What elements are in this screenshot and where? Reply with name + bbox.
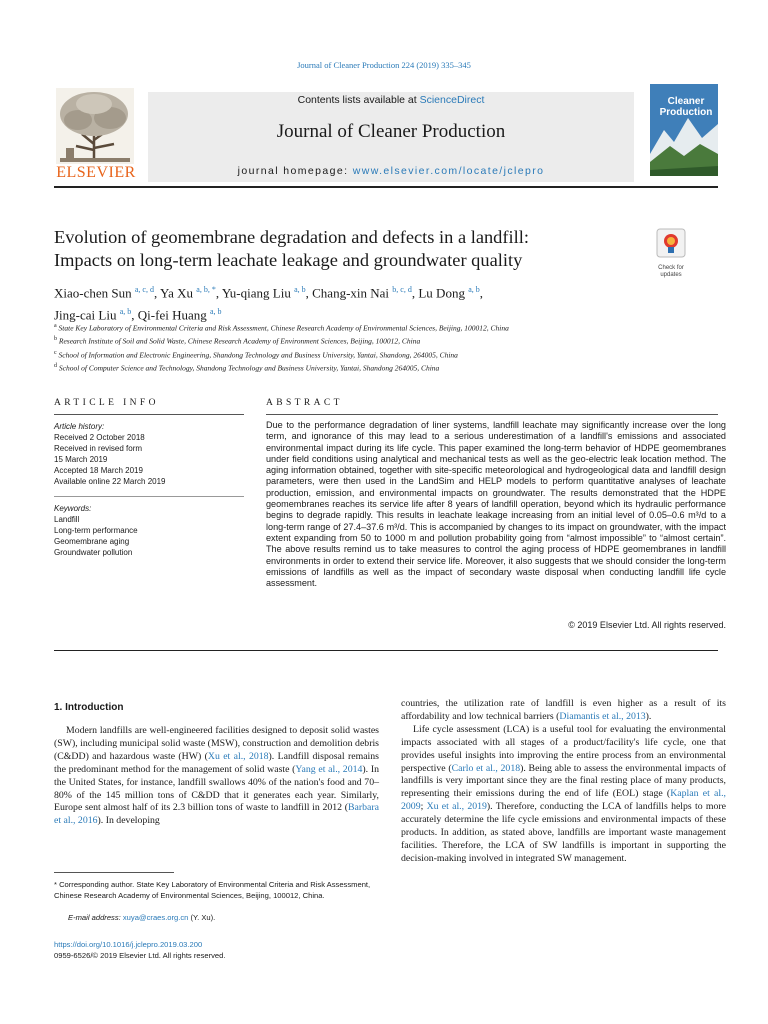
affiliation-list — [54, 321, 674, 374]
affiliation-text: School of Information and Electronic Engineering, Shandong Technology and Business University, Yantai, Shandong, 264005, China — [58, 350, 458, 360]
body-column-left — [54, 702, 379, 828]
affiliation-key: c — [54, 349, 57, 356]
affiliation-text: Research Institute of Soil and Solid Waste, Chinese Research Academy of Environment Sciences, Beijing, 100012, China — [58, 336, 421, 346]
author-name[interactable]: Jing-cai Liu — [54, 307, 117, 323]
author-affiliation-marker[interactable]: a, b — [294, 285, 306, 294]
cover-title-2: Production — [659, 107, 713, 118]
journal-title: Journal of Cleaner Production — [276, 121, 506, 142]
keyword-list — [54, 514, 244, 558]
corresponding-author-note: * Corresponding author. State Key Laboratory of Environmental Criteria and Risk Assessment, Chinese Research Academy of Environmental Sciences, Beijing, 100012, China. — [54, 880, 371, 900]
crossmark-label: Check for updates — [658, 265, 684, 278]
author-name[interactable]: Qi-fei Huang — [137, 307, 207, 323]
cover-title-1: Cleaner — [667, 96, 705, 107]
intro-paragraph-1: Modern landfills are well-engineered facilities designed to deposit solid wastes (SW), including municipal solid waste (MSW), construction and demolition debris (C&DD) and hazardous waste (HW) (Xu et al., 2018). Landfill disposal remains the predominant method for the management of solid waste (Yang et al., 2014). In the United States, for instance, landfill swallows 40% of the nation's food and 70–80% of the 145 million tons of C&DD that it generates each year. Similarly, Europe sent almost half of its 2.3 billion tons of waste to landfill in 2012 (Barbara et al., 2016). In developing — [54, 725, 379, 827]
affiliation-item — [54, 361, 674, 374]
keyword-item: Long-term performance — [54, 526, 138, 535]
history-label: Article history: — [54, 422, 105, 431]
affiliation-item — [54, 321, 674, 334]
citation-link[interactable]: Yang et al., 2014 — [295, 763, 363, 775]
citation-link[interactable]: Xu et al., 2019 — [426, 801, 487, 813]
journal-homepage — [148, 165, 634, 177]
paper-title-line-2: Impacts on long-term leachate leakage and groundwater quality — [54, 250, 523, 270]
intro-paragraph-1-continued: countries, the utilization rate of landfill is even higher as a result of its affordability and low technical barriers (Diamantis et al., 2013). — [401, 698, 726, 722]
paper-title — [54, 226, 634, 272]
author-affiliation-marker[interactable]: b, c, d — [392, 285, 412, 294]
email-line — [68, 913, 215, 922]
affiliation-key: b — [54, 336, 57, 343]
history-list — [54, 432, 244, 487]
publisher-name: ELSEVIER — [56, 164, 136, 181]
doi-link[interactable]: https://doi.org/10.1016/j.jclepro.2019.03.200 — [54, 940, 203, 949]
doi-block — [54, 940, 226, 961]
email-label: E-mail address: — [68, 913, 123, 922]
abstract-bottom-rule — [54, 650, 718, 651]
intro-paragraph-2: Life cycle assessment (LCA) is a useful tool for evaluating the environmental impacts associated with all stages of a product/facility's life cycle, one that provides useful insights into improving the entire process from an environmental perspective (Carlo et al., 2018). Being able to assess the environmental impacts of landfills is very important since they are the final resting place of many products, representing their emissions during the end of life (EOL) stage (Kaplan et al., 2009; Xu et al., 2019). Therefore, conducting the LCA of landfills helps to more accurately determine the life cycle emissions and environmental impacts of these products. In addition, as stated above, landfills are important waste management facilities. Therefore, the LCA of SW landfills is important in supporting the decision-making involved in integrated SW management. — [401, 723, 726, 864]
author-list: Xiao-chen Sun $^{a, c, d}$, Ya Xu $^{a, b, *}$, Yu-qiang Liu $^{a, b}$, Chang-xin Nai $^{b, c, d}$, Lu Dong $^{a, b}$, Jing-cai Liu $^{a, b}$, Qi-fei Huang $^{a, b}$ — [54, 285, 484, 323]
journal-citation[interactable]: Journal of Cleaner Production 224 (2019) 335–345 — [297, 60, 471, 70]
affiliation-text: State Key Laboratory of Environmental Criteria and Risk Assessment, Chinese Research Academy of Environmental Sciences, Beijing, 100012, China — [58, 323, 509, 333]
citation-link[interactable]: Carlo et al., 2018 — [451, 762, 521, 774]
history-entry: Received 2 October 2018 — [54, 433, 145, 442]
keywords-rule — [54, 496, 244, 497]
issn-line: 0959-6526/© 2019 Elsevier Ltd. All rights reserved. — [54, 950, 226, 960]
journal-cover[interactable] — [650, 84, 718, 176]
publisher-logo — [54, 84, 138, 184]
citation-link[interactable]: Xu et al., 2018 — [207, 750, 269, 762]
author-affiliation-marker[interactable]: a, b, * — [196, 285, 216, 294]
affiliation-key: a — [54, 323, 57, 329]
author-name[interactable]: Lu Dong — [418, 285, 465, 301]
author-name[interactable]: Ya Xu — [160, 285, 194, 301]
author-name[interactable]: Xiao-chen Sun — [54, 285, 132, 301]
keywords-label: Keywords: — [54, 504, 92, 513]
affiliation-item — [54, 334, 674, 347]
author-name[interactable]: Yu-qiang Liu — [221, 285, 291, 301]
keyword-item: Geomembrane aging — [54, 537, 130, 546]
author-name[interactable]: Chang-xin Nai — [312, 285, 390, 301]
history-entry: 15 March 2019 — [54, 455, 108, 464]
email-suffix: (Y. Xu). — [188, 913, 216, 922]
citation-link[interactable]: Barbara et al., 2016 — [54, 802, 379, 827]
affiliation-item — [54, 348, 674, 361]
contents-line — [148, 94, 634, 106]
article-info-rule — [54, 414, 244, 415]
affiliation-text: School of Computer Science and Technology, Shandong Technology and Business University, Yantai, Shandong 264005, China — [58, 363, 440, 373]
keyword-item: Groundwater pollution — [54, 548, 133, 557]
citation-link[interactable]: Diamantis et al., 2013 — [559, 710, 646, 722]
author-affiliation-marker[interactable]: a, c, d — [134, 285, 154, 294]
crossmark-icon — [656, 228, 686, 258]
body-column-right — [401, 698, 726, 866]
author-affiliation-marker[interactable]: a, b — [468, 285, 480, 294]
history-entry: Available online 22 March 2019 — [54, 477, 166, 486]
crossmark-button[interactable] — [651, 228, 691, 279]
abstract-rule — [266, 414, 718, 415]
homepage-link[interactable]: www.elsevier.com/locate/jclepro — [352, 165, 545, 177]
header-rule — [54, 186, 718, 188]
citation-link[interactable]: Kaplan et al., 2009 — [401, 788, 726, 813]
paper-title-line-1: Evolution of geomembrane degradation and defects in a landfill: — [54, 227, 529, 247]
history-entry: Accepted 18 March 2019 — [54, 466, 143, 475]
author-affiliation-marker[interactable]: a, b — [119, 307, 132, 317]
abstract-copyright: © 2019 Elsevier Ltd. All rights reserved. — [568, 620, 726, 630]
homepage-prefix: journal homepage: — [237, 165, 353, 177]
contents-prefix: Contents lists available at — [297, 94, 420, 106]
article-info-heading: ARTICLE INFO — [54, 398, 159, 408]
keywords — [54, 503, 244, 558]
history-entry: Received in revised form — [54, 444, 143, 453]
abstract-heading: ABSTRACT — [266, 398, 343, 408]
keyword-item: Landfill — [54, 515, 80, 524]
footnote-rule — [54, 872, 174, 873]
section-title-introduction: 1. Introduction — [54, 702, 124, 713]
article-history — [54, 421, 244, 487]
author-affiliation-marker[interactable]: a, b — [209, 307, 222, 317]
email-link[interactable]: xuya@craes.org.cn — [122, 913, 189, 922]
affiliation-key: d — [54, 362, 57, 369]
abstract-text: Due to the performance degradation of liner systems, landfill leachate may significantly increase over the long term, and ignorance of this may lead to a serious underestimation of a landfill's emissions and associated environmental impact during its life cycle. This paper examined the long-term behavior of HDPE geomembranes under field conditions using analytical and mechanical tests as well as the geo-electric leak location method. The aging information obtained, together with site-specific meteorological and hydrogeological data and landfill design parameters, were then used in the LandSim and HELP models to perform quantitative analyses of leachate production, emission, and environmental impacts on groundwater. The results demonstrated that the HDPE geomembranes reaches its service life after 8 years of landfill operation, beyond which its hydraulic performance begins to degrade rapidly. This results in leachate leakage increasing from an initial level of 0.05–0.6 m³/d to a long-term range of 27.4–37.6 m³/d. This is accompanied by changes to its impact on groundwater, with the impact extent expanding from 50 to 1000 m and pollution probability going from “almost impossible” to “almost certain”. The above results remind us to take measures to control the aging process of HDPE geomembranes in landfill environments in order to extend their service life. Moreover, it also suggests that we should consider the long-term emissions of landfills as well as the impact of secondary waste disposal when conducting landfill life cycle assessment. — [266, 420, 726, 589]
sciencedirect-link[interactable]: ScienceDirect — [419, 94, 485, 106]
